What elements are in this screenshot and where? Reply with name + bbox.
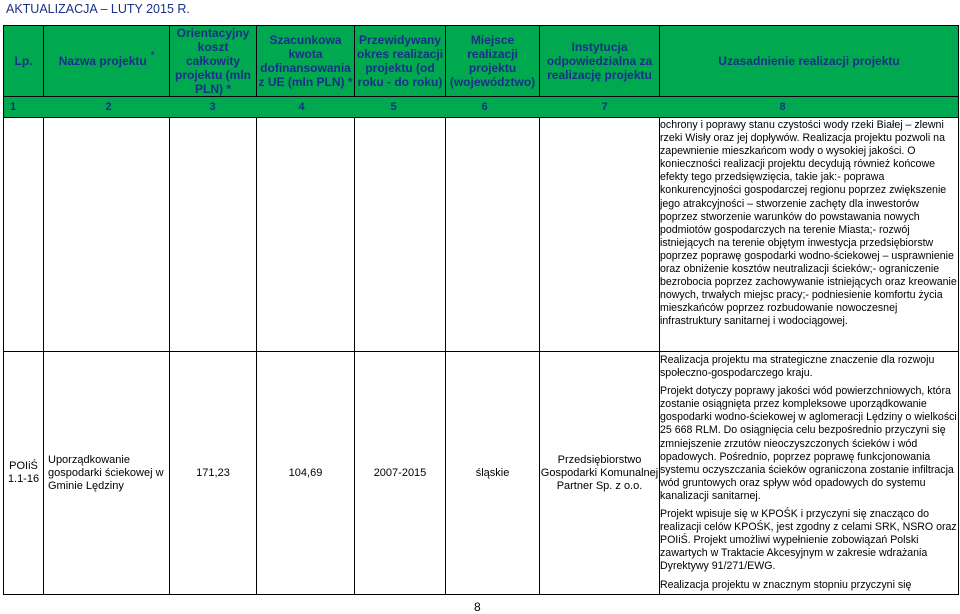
col-number: 8 — [660, 97, 959, 118]
table-row — [4, 118, 959, 352]
header-row — [4, 26, 959, 97]
footnote-marker: * — [150, 49, 155, 60]
col-institution-header: Instytucja odpowiedzialna za realizację projektu — [540, 26, 660, 97]
col-period-header: Przewidywany okres realizacji projektu (od roku - do roku) — [355, 26, 446, 97]
col-justification-header: Uzasadnienie realizacji projektu — [660, 26, 959, 97]
update-note: AKTUALIZACJA – LUTY 2015 R. — [6, 2, 190, 16]
col-number: 7 — [540, 97, 660, 118]
justification-paragraph: Realizacja projektu ma strategiczne znaczenie dla rozwoju społeczno-gospodarczego kraju. — [660, 354, 935, 380]
col-number: 6 — [446, 97, 540, 118]
projects-table — [3, 25, 959, 595]
column-numbers-row — [4, 97, 959, 118]
col-eu-funding-header: Szacunkowa kwota dofinansowania z UE (mln PLN) * — [257, 26, 355, 97]
institution-value: Przedsiębiorstwo Gospodarki Komunalnej Partner Sp. z o.o. — [540, 352, 660, 595]
page-number: 8 — [474, 600, 481, 614]
col-number: 2 — [44, 97, 170, 118]
col-number: 5 — [355, 97, 446, 118]
justification-paragraph: Projekt dotyczy poprawy jakości wód powierzchniowych, która zostanie osiągnięta przez kompleksowe uporządkowanie gospodarki wodno-ściekowej w aglomeracji Lędziny o wielkości 25 668 RLM. Do osiągnięcia celu bezpośrednio przyczyni się zmniejszenie zrzutów nieoczyszczonych ścieków i wód opadowych. Pośrednio, poprzez poprawę funkcjonowania systemu oczyszczania ścieków ograniczona zostanie infiltracja wód gruntowych oraz spływ wód opadowych do systemu kanalizacji sanitarnej. — [660, 385, 957, 502]
col-lp-header: Lp. — [4, 26, 44, 97]
col-number: 1 — [4, 97, 44, 118]
justification-cell — [660, 118, 959, 352]
project-name: Uporządkowanie gospodarki ściekowej w Gminie Lędziny — [44, 352, 170, 595]
col-number: 4 — [257, 97, 355, 118]
col-location-header: Miejsce realizacji projektu (województwo) — [446, 26, 540, 97]
col-total-cost-header: Orientacyjny koszt całkowity projektu (mln PLN) * — [170, 26, 257, 97]
justification-paragraph: Projekt wpisuje się w KPOŚK i przyczyni się znacząco do realizacji celów KPOŚK, jest zgodny z celami SRK, NSRO oraz POIiŚ. Projekt umożliwi wypełnienie zobowiązań Polski zawartych w Traktacie Akcesyjnym w zakresie wdrażania Dyrektywy 91/271/EWG. — [660, 508, 957, 573]
justification-text: ochrony i poprawy stanu czystości wody rzeki Białej – zlewni rzeki Wisły oraz jej dopływów. Realizacja projektu pozwoli na zapewnienie mieszkańcom wody o wysokiej jakości. O konieczności realizacji projektu decydują również końcowe efekty tego przedsięwzięcia, takie jak:- poprawa konkurencyjności gospodarczej regionu poprzez zwiększenie jego atrakcyjności – stworzenie zachęty dla inwestorów poprzez stworzenie warunków do powstawania nowych podmiotów gospodarczych na terenie Miasta;- rozwój istniejących na terenie objętym inwestycja przedsiębiorstw poprzez poprawę gospodarki wodno-ściekowej – usprawnienie oraz obniżenie kosztów neutralizacji ścieków;- ograniczenie bezrobocia poprzez zachowywanie istniejących oraz kreowanie nowych, trwałych miejsc pracy;- podniesienie komfortu życia mieszkańców poprzez rozbudowanie nowoczesnej infrastruktury sanitarnej i wodociągowej. — [660, 119, 957, 328]
justification-paragraph: Realizacja projektu w znacznym stopniu przyczyni się — [660, 578, 912, 591]
location-value: śląskie — [446, 352, 540, 595]
eu-funding-value: 104,69 — [257, 352, 355, 595]
project-lp: POIiŚ 1.1-16 — [4, 352, 44, 595]
col-number: 3 — [170, 97, 257, 118]
col-name-header: Nazwa projektu * — [44, 26, 170, 97]
period-value: 2007-2015 — [355, 352, 446, 595]
table-row — [4, 352, 959, 595]
total-cost-value: 171,23 — [170, 352, 257, 595]
justification-cell — [660, 352, 959, 595]
